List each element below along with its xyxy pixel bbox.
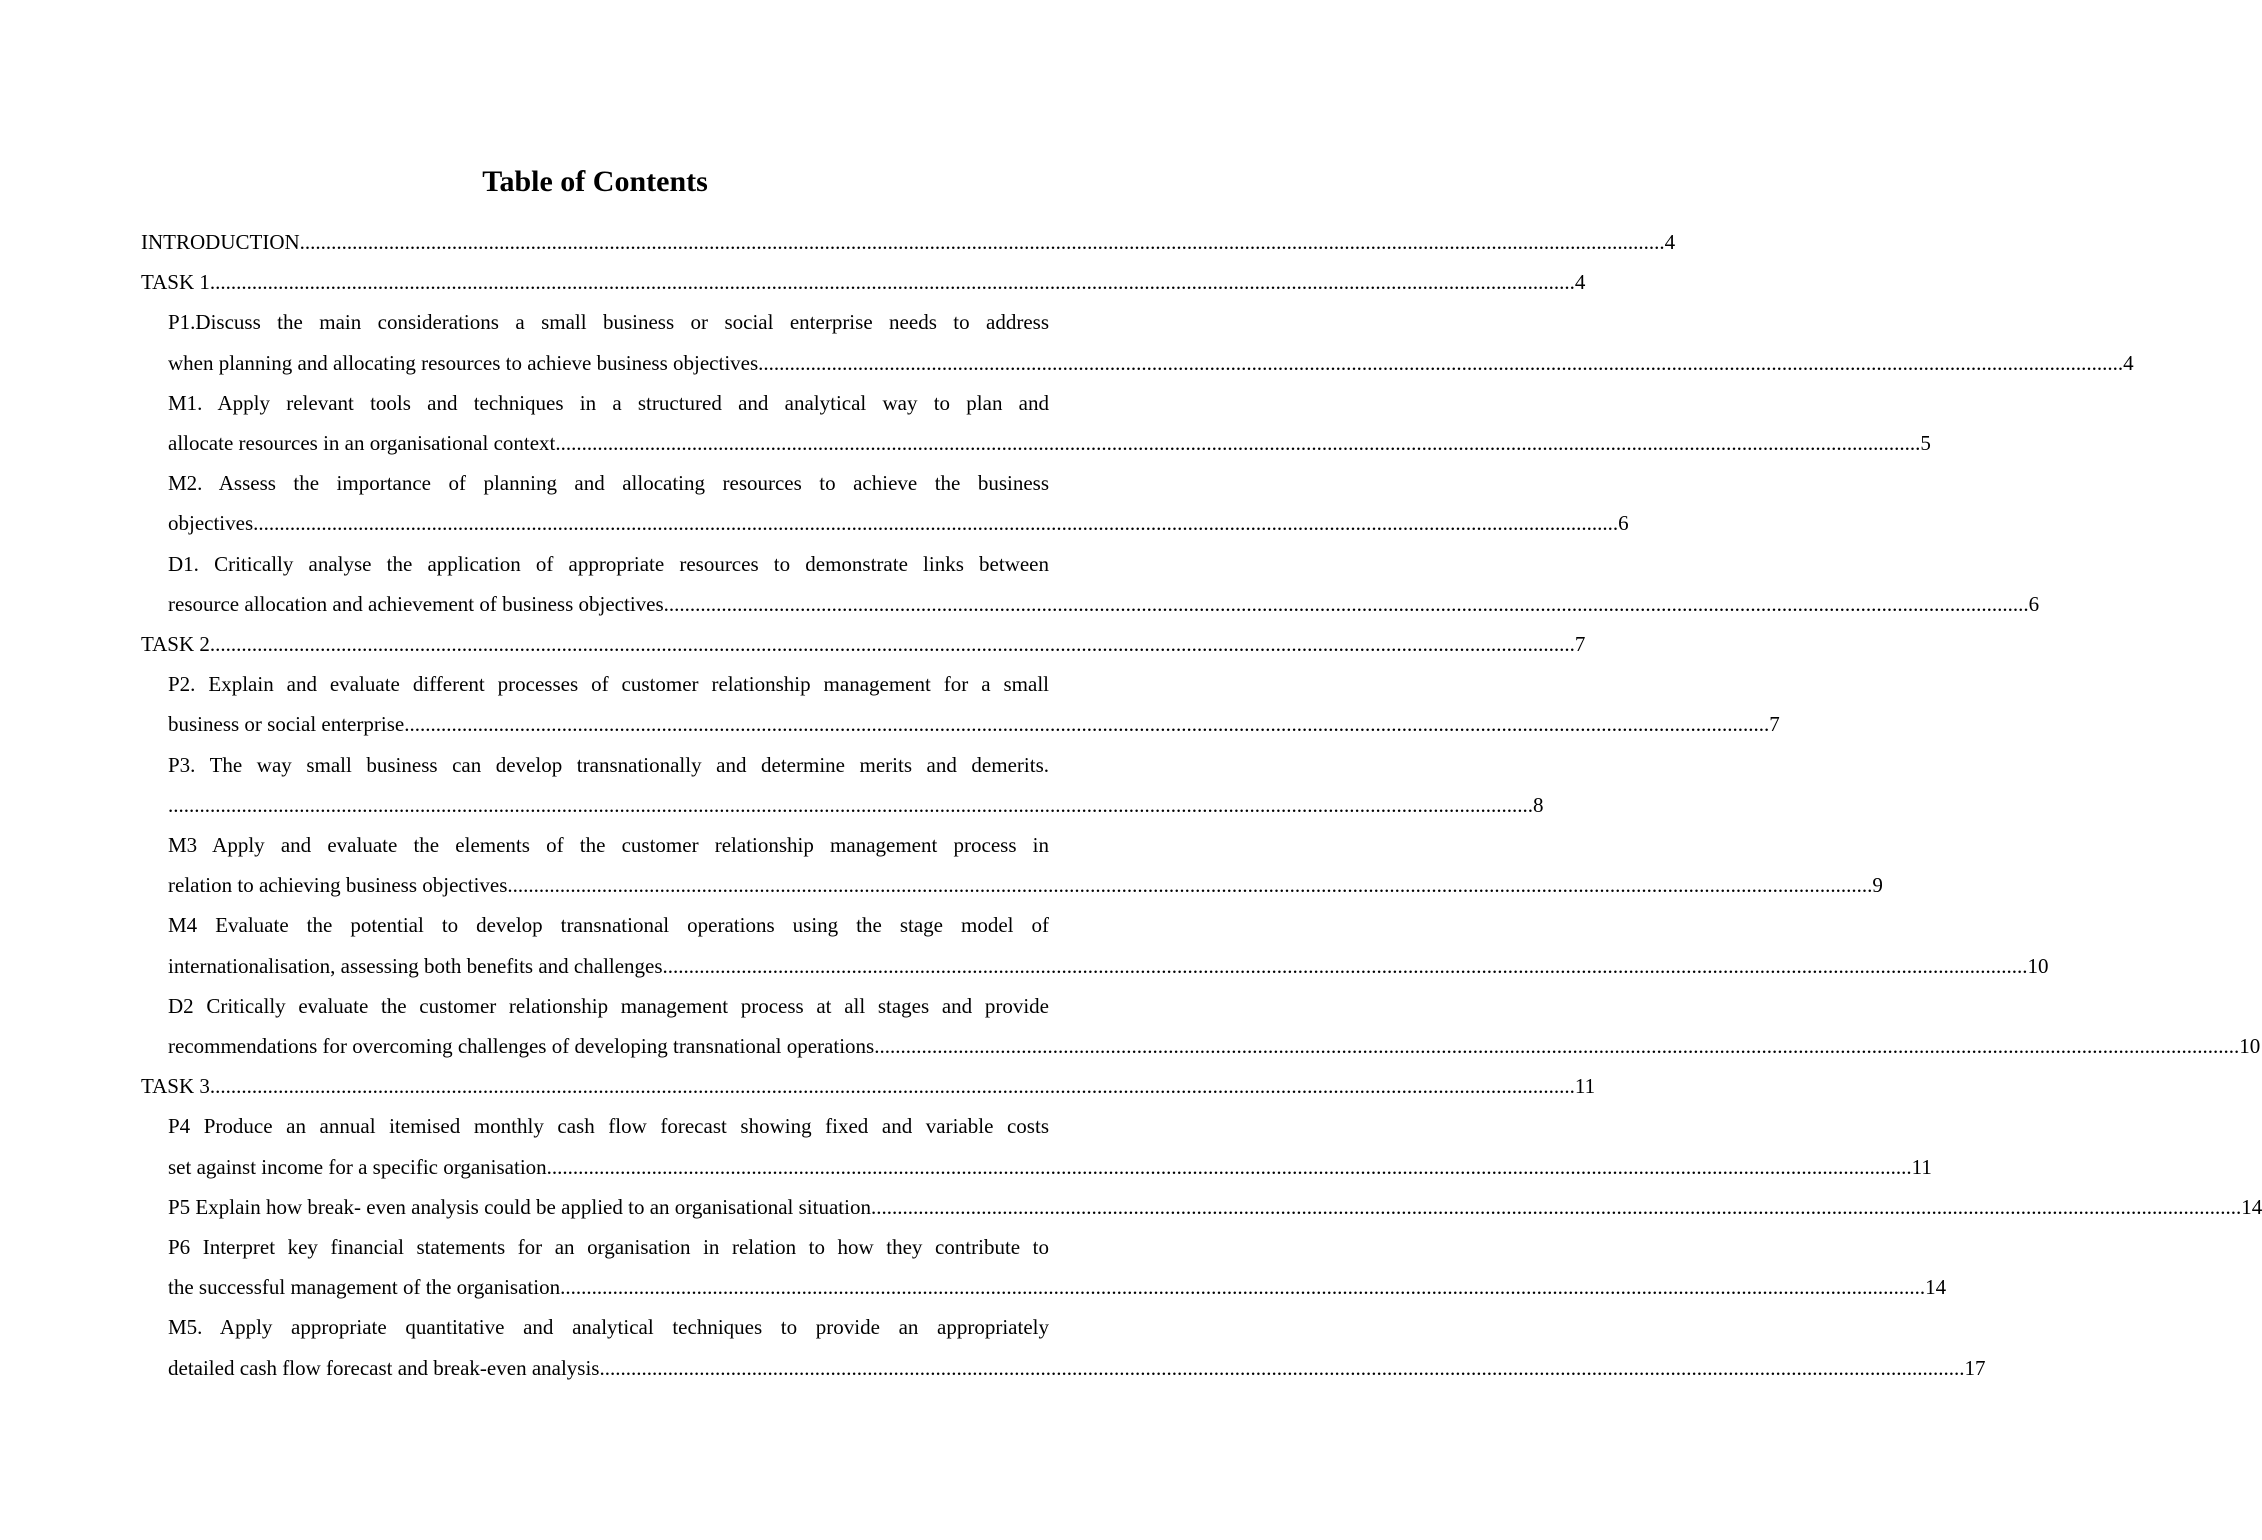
toc-entry-label: P1.Discuss the main considerations a small business or social enterprise needs to address [168,310,1049,335]
toc-entry-label: M4 Evaluate the potential to develop transnational operations using the stage model of [168,913,1049,938]
toc-leader-dots: .................................................................................................................................................................................................................................................................... [299,230,1665,254]
toc-entry[interactable] [168,905,2049,985]
toc-entry-label: M3 Apply and evaluate the elements of the customer relationship management process in [168,833,1049,858]
toc-leader-dots: .................................................................................................................................................................................................................................................................... [253,511,1619,536]
toc-leader-dots: .................................................................................................................................................................................................................................................................... [507,873,1873,898]
toc-entry[interactable] [141,624,1586,664]
toc-entry-label: set against income for a specific organisation [168,1154,547,1179]
toc-entry-label: relation to achieving business objectives [168,873,508,898]
toc-leader-dots: .................................................................................................................................................................................................................................................................... [876,1194,2242,1219]
toc-page-number: 4 [1574,270,1586,295]
toc-entry-label: M5. Apply appropriate quantitative and analytical techniques to provide an appropriately [168,1315,1049,1340]
toc-entry-line [168,865,1883,905]
toc-entry[interactable] [141,222,1676,262]
toc-leader-dots: .................................................................................................................................................................................................................................................................... [168,792,1533,817]
toc-page-number: 10 [2027,953,2049,978]
toc-entry[interactable] [168,1187,2262,1227]
toc-entry[interactable] [168,1307,1986,1387]
toc-entry-label: internationalisation, assessing both benefits and challenges [168,953,663,978]
toc-page-number: 17 [1964,1355,1986,1380]
toc-page-number: 7 [1574,632,1586,657]
toc-entry-label: detailed cash flow forecast and break-even analysis [168,1355,600,1380]
toc-entry-label: M2. Assess the importance of planning and allocating resources to achieve the business [168,471,1049,496]
toc-page-number: 5 [1920,431,1931,456]
toc-entry-line [168,1026,2261,1066]
toc-entry[interactable] [168,544,2040,624]
toc-leader-dots: .................................................................................................................................................................................................................................................................... [404,712,1770,737]
toc-entry-label: M1. Apply relevant tools and techniques in a structured and analytical way to plan and [168,390,1049,415]
toc-entry[interactable] [168,383,1931,463]
toc-list [141,222,2262,1388]
toc-page-number: 6 [2028,591,2040,616]
toc-entry-line [141,262,1586,302]
toc-entry-label: when planning and allocating resources to achieve business objectives [168,350,759,375]
toc-entry-line [168,1267,1947,1307]
toc-page-number: 14 [2241,1194,2262,1219]
toc-leader-dots: .................................................................................................................................................................................................................................................................... [209,270,1575,295]
toc-entry[interactable] [168,986,2261,1066]
toc-entry-line [168,1187,2262,1227]
toc-entry[interactable] [168,463,1629,543]
toc-page-number: 11 [1911,1154,1932,1179]
toc-entry-line [168,343,2134,383]
toc-entry[interactable] [168,745,1544,825]
toc-entry-label: P2. Explain and evaluate different processes of customer relationship management for a small [168,672,1049,697]
toc-entry-label: P3. The way small business can develop transnationally and determine merits and demerits. [168,752,1049,777]
toc-entry-label: objectives [168,511,254,536]
toc-entry-label: D2 Critically evaluate the customer relationship management process at all stages and provide [168,993,1049,1018]
toc-entry-label: TASK 3 [141,1074,210,1099]
toc-entry[interactable] [168,1106,1932,1186]
toc-entry[interactable] [168,302,2134,382]
toc-entry-label: INTRODUCTION [141,230,300,254]
toc-leader-dots: .................................................................................................................................................................................................................................................................... [662,953,2028,978]
toc-entry-label: the successful management of the organisation [168,1275,561,1300]
toc-leader-dots: .................................................................................................................................................................................................................................................................... [546,1154,1912,1179]
toc-title: Table of Contents [482,165,708,198]
toc-leader-dots: .................................................................................................................................................................................................................................................................... [663,591,2029,616]
toc-leader-dots: .................................................................................................................................................................................................................................................................... [555,431,1921,456]
toc-leader-dots: .................................................................................................................................................................................................................................................................... [599,1355,1965,1380]
toc-entry-line [168,946,2049,986]
toc-page-number: 8 [1533,792,1544,817]
toc-page-number: 14 [1925,1275,1947,1300]
toc-entry-label: P4 Produce an annual itemised monthly cash flow forecast showing fixed and variable costs [168,1114,1049,1139]
toc-entry[interactable] [141,262,1586,302]
toc-page-number: 6 [1618,511,1629,536]
toc-leader-dots: .................................................................................................................................................................................................................................................................... [209,632,1575,657]
toc-entry-label: TASK 2 [141,632,210,657]
toc-leader-dots: .................................................................................................................................................................................................................................................................... [560,1275,1926,1300]
toc-entry-line [168,704,1780,744]
toc-entry-line [168,584,2040,624]
toc-page-number: 9 [1872,873,1883,898]
toc-entry-line [168,503,1629,543]
toc-entry[interactable] [141,1066,1596,1106]
toc-entry-label: resource allocation and achievement of business objectives [168,591,664,616]
toc-page-number: 10 [2239,1034,2261,1059]
toc-page-number: 4 [2123,350,2134,375]
toc-entry[interactable] [168,664,1780,744]
toc-entry-line [168,785,1544,825]
toc-entry-label: D1. Critically analyse the application of appropriate resources to demonstrate links between [168,551,1049,576]
toc-entry-label: P6 Interpret key financial statements for an organisation in relation to how they contribute to [168,1235,1049,1260]
toc-page-number: 4 [1664,230,1676,254]
toc-entry[interactable] [168,825,1883,905]
toc-entry-label: recommendations for overcoming challenges of developing transnational operations [168,1034,875,1059]
toc-entry-label: business or social enterprise [168,712,405,737]
toc-page-number: 7 [1769,712,1780,737]
toc-leader-dots: .................................................................................................................................................................................................................................................................... [209,1074,1575,1099]
toc-entry-label: allocate resources in an organisational context [168,431,556,456]
toc-entry-label: TASK 1 [141,270,210,295]
toc-entry-line [168,1147,1932,1187]
toc-leader-dots: .................................................................................................................................................................................................................................................................... [758,350,2124,375]
toc-page-number: 11 [1574,1074,1596,1099]
document-page [141,162,2262,1388]
toc-leader-dots: .................................................................................................................................................................................................................................................................... [874,1034,2240,1059]
toc-entry-line [141,222,1676,262]
toc-entry-line [168,423,1931,463]
toc-entry-line [168,1348,1986,1388]
toc-entry-label: P5 Explain how break- even analysis could be applied to an organisational situation. [168,1194,877,1219]
toc-entry-line [141,624,1586,664]
toc-entry-line [141,1066,1596,1106]
toc-entry[interactable] [168,1227,1947,1307]
